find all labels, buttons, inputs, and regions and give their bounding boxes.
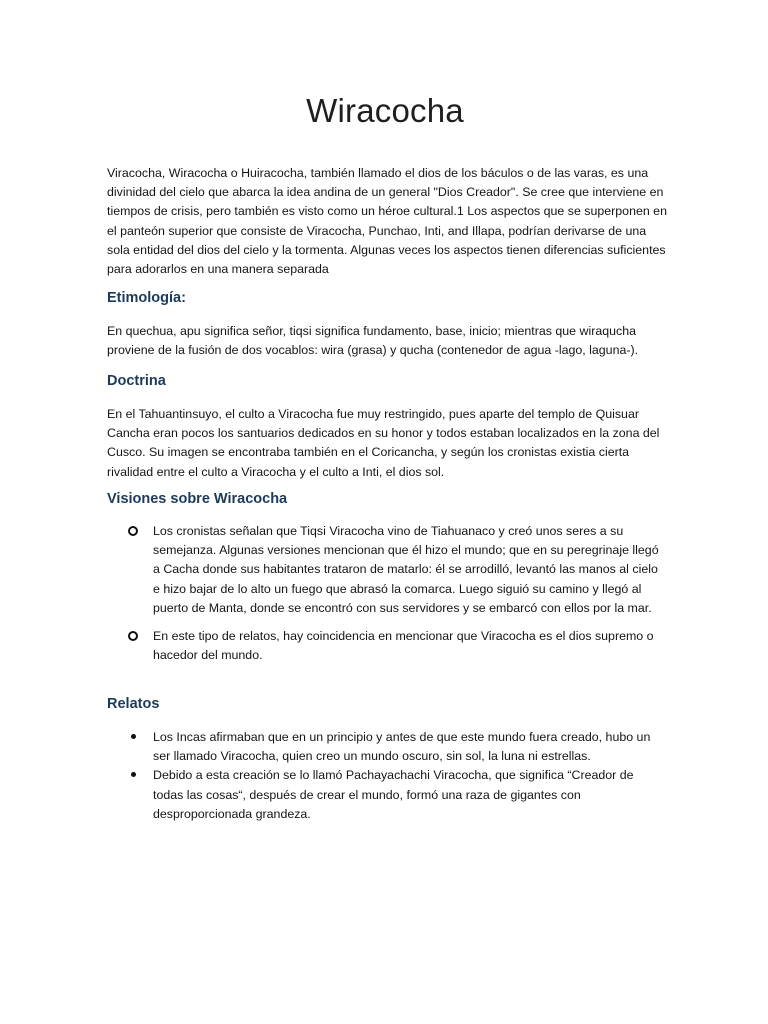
heading-visiones: Visiones sobre Wiracocha bbox=[107, 491, 288, 507]
relatos-list bbox=[107, 728, 667, 824]
intro-paragraph: Viracocha, Wiracocha o Huiracocha, también llamado el dios de los báculos o de las varas, es una divinidad del cielo que abarca la idea andina de un general "Dios Creador". Se cree que interviene en tiempos de crisis, pero también es visto como un héroe cultural.1 Los aspectos que se superponen en el panteón superior que consiste de Viracocha, Punchao, Inti, and Illapa, podrían derivarse de una sola entidad del dios del cielo y la tormenta. Algunas veces los aspectos tienen diferencias suficientes para adorarlos en una manera separada bbox=[107, 166, 667, 277]
bullet-icon bbox=[131, 734, 136, 739]
hollow-bullet-icon bbox=[128, 526, 138, 536]
list-item bbox=[107, 522, 667, 618]
list-item-text: Los cronistas señalan que Tiqsi Viracocha vino de Tiahuanaco y creó unos seres a su semejanza. Algunas versiones mencionan que él hizo el mundo; que en su peregrinaje llegó a Cacha donde sus habitantes trataron de matarlo: él se arrodilló, levantó las manos al cielo e hizo bajar de lo alto un fuego que abrasó la comarca. Luego siguió su camino y llegó al puerto de Manta, donde se encontró con sus servidores y se embarcó con ellos por la mar. bbox=[153, 524, 659, 615]
etimologia-paragraph: En quechua, apu significa señor, tiqsi significa fundamento, base, inicio; mientras que wiraqucha proviene de la fusión de dos vocablos: wira (grasa) y qucha (contenedor de agua -lago, laguna-). bbox=[107, 324, 639, 358]
heading-relatos: Relatos bbox=[107, 696, 160, 712]
list-item bbox=[107, 728, 667, 766]
document-title: Wiracocha bbox=[306, 92, 464, 129]
list-item-text: En este tipo de relatos, hay coincidencia en mencionar que Viracocha es el dios supremo o hacedor del mundo. bbox=[153, 629, 654, 663]
visiones-list bbox=[107, 522, 667, 665]
bullet-icon bbox=[131, 772, 136, 777]
heading-etimologia: Etimología: bbox=[107, 290, 186, 306]
doctrina-paragraph: En el Tahuantinsuyo, el culto a Viracocha fue muy restringido, pues aparte del templo de Quisuar Cancha eran pocos los santuarios dedicados en su honor y todos estaban localizados en la zona del Cusco. Su imagen se encontraba también en el Coricancha, y según los cronistas existia cierta rivalidad entre el culto a Viracocha y el culto a Inti, el dios sol. bbox=[107, 407, 660, 479]
list-item-text: Debido a esta creación se lo llamó Pachayachachi Viracocha, que significa “Creador de todas las cosas“, después de crear el mundo, formó una raza de gigantes con desproporcionada grandeza. bbox=[153, 768, 634, 821]
hollow-bullet-icon bbox=[128, 631, 138, 641]
list-item-text: Los Incas afirmaban que en un principio y antes de que este mundo fuera creado, hubo un ser llamado Viracocha, quien creo un mundo oscuro, sin sol, la luna ni estrellas. bbox=[153, 730, 651, 764]
list-item bbox=[107, 627, 667, 665]
list-item bbox=[107, 766, 667, 824]
heading-doctrina: Doctrina bbox=[107, 373, 166, 389]
